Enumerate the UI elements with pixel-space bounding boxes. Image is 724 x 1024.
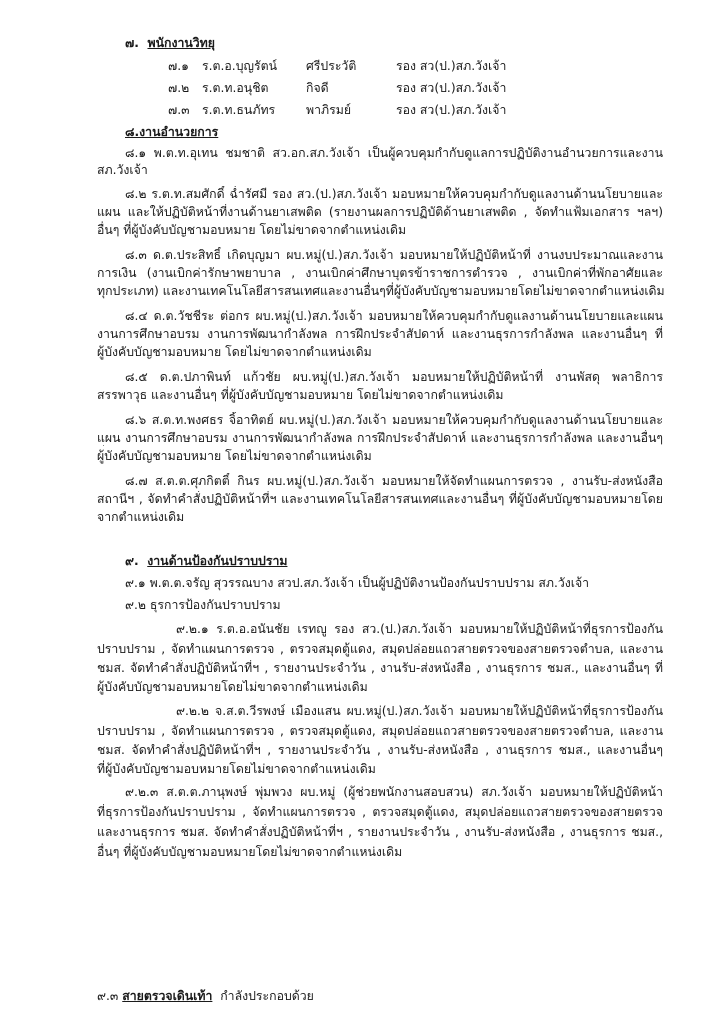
- paragraph-9-2-2-line: ปราบปราม , จัดทำแผนการตรวจ , ตรวจสมุดตู้แดง, สมุดปล่อยแถวสายตรวจของสายตรวจตำบล, และงาน: [97, 724, 663, 738]
- paragraph-8-2-line: ๘.๒ ร.ต.ท.สมศักดิ์ ฉ่ำรัศมี รอง สว.(ป.)สภ.วังเจ้า มอบหมายให้ควบคุมกำกับดูแลงานด้านนโยบายและ: [125, 187, 663, 201]
- paragraph-8-5-line: ๘.๕ ด.ต.ปภาพินท์ แก้วชัย ผบ.หมู่(ป.)สภ.วังเจ้า มอบหมายให้ปฏิบัติหน้าที่ งานพัสดุ พลาธิการ: [125, 370, 663, 384]
- section-7-title: พนักงานวิทยุ: [147, 36, 215, 50]
- section-9-heading: [125, 553, 287, 569]
- paragraph-8-4-line: งานการศึกษาอบรม งานการพัฒนากำลังพล การฝึกประจำสัปดาห์ และงานธุรการกำลังพล และงานอื่นๆ ที่: [97, 327, 663, 341]
- paragraph-9-3-title: สายตรวจเดินเท้า: [122, 989, 213, 1003]
- section-8-heading: ๘.งานอำนวยการ: [125, 125, 219, 139]
- row-surname: กิจดี: [306, 81, 329, 95]
- row-name: ร.ต.ท.อนุชิต: [202, 81, 269, 95]
- row-surname: พาภิรมย์: [306, 103, 352, 117]
- paragraph-9-2-2-line: ๙.๒.๒ จ.ส.ต.วีรพงษ์ เมืองแสน ผบ.หมู่(ป.)สภ.วังเจ้า มอบหมายให้ปฏิบัติหน้าที่ธุรการป้องกัน: [176, 704, 663, 718]
- row-surname: ศรีประวัติ: [306, 59, 357, 73]
- paragraph-9-3-text: กำลังประกอบด้วย: [220, 989, 314, 1003]
- row-position: รอง สว(ป.)สภ.วังเจ้า: [396, 103, 507, 117]
- row-position: รอง สว(ป.)สภ.วังเจ้า: [396, 59, 507, 73]
- paragraph-9-2-1-line: ปราบปราม , จัดทำแผนการตรวจ , ตรวจสมุดตู้แดง, สมุดปล่อยแถวสายตรวจของสายตรวจตำบล, และงาน: [97, 642, 663, 656]
- paragraph-8-4-line: ๘.๔ ด.ต.วัชชีระ ต่อกร ผบ.หมู่(ป.)สภ.วังเจ้า มอบหมายให้ควบคุมกำกับดูแลงานด้านนโยบายและแผน: [125, 309, 663, 323]
- row-name: ร.ต.ท.ธนภัทร: [202, 103, 276, 117]
- paragraph-8-6-line: แผน งานการศึกษาอบรม งานการพัฒนากำลังพล การฝึกประจำสัปดาห์ และงานธุรการกำลังพล และงานอื่นๆ: [97, 431, 663, 445]
- paragraph-8-1-line: สภ.วังเจ้า: [97, 163, 148, 177]
- section-9-number: ๙.: [125, 554, 139, 568]
- paragraph-9-3: [97, 988, 314, 1004]
- paragraph-9-2-3-line: อื่นๆ ที่ผู้บังคับบัญชามอบหมายโดยไม่ขาดจากตำแหน่งเดิม: [97, 845, 403, 859]
- paragraph-8-1-line: ๘.๑ พ.ต.ท.อุเทน ชมชาติ สว.อก.สภ.วังเจ้า เป็นผู้ควบคุมกำกับดูแลการปฏิบัติงานอำนวยการและงาน: [125, 146, 663, 160]
- paragraph-9-1: ๙.๑ พ.ต.ต.จรัญ สุวรรณบาง สวป.สภ.วังเจ้า เป็นผู้ปฏิบัติงานป้องกันปราบปราม สภ.วังเจ้า: [125, 576, 590, 590]
- paragraph-9-2-3-line: ที่ธุรการป้องกันปราบปราม , จัดทำแผนการตรวจ , ตรวจสมุดตู้แดง, สมุดปล่อยแถวสายตรวจของสายตรวจ: [97, 805, 663, 819]
- paragraph-8-7-line: จากตำแหน่งเดิม: [97, 510, 185, 524]
- paragraph-9-2-1-line: ๙.๒.๑ ร.ต.อ.อนันชัย เรทญู รอง สว.(ป.)สภ.วังเจ้า มอบหมายให้ปฏิบัติหน้าที่ธุรการป้องกัน: [176, 622, 663, 636]
- paragraph-8-3-line: การเงิน (งานเบิกค่ารักษาพยาบาล , งานเบิกค่าศึกษาบุตรข้าราชการตำรวจ , งานเบิกค่าที่พักอาศัยและ: [97, 266, 663, 280]
- row-position: รอง สว(ป.)สภ.วังเจ้า: [396, 81, 507, 95]
- paragraph-8-5-line: สรรพาวุธ และงานอื่นๆ ที่ผู้บังคับบัญชามอบหมาย โดยไม่ขาดจากตำแหน่งเดิม: [97, 388, 504, 402]
- row-number: ๗.๓: [168, 103, 190, 117]
- paragraph-8-2-line: อื่นๆ ที่ผู้บังคับบัญชามอบหมาย โดยไม่ขาดจากตำแหน่งเดิม: [97, 223, 407, 237]
- section-7-number: ๗.: [125, 36, 139, 50]
- row-number: ๗.๒: [168, 81, 190, 95]
- paragraph-8-7-line: ๘.๗ ส.ต.ต.ศุภกิตติ์ กินร ผบ.หมู่(ป.)สภ.วังเจ้า มอบหมายให้จัดทำแผนการตรวจ , งานรับ-ส่งหนังสือ: [125, 474, 663, 488]
- paragraph-9-2-3-line: และงานธุรการ ชมส. จัดทำคำสั่งปฏิบัติหน้าที่ฯ , รายงานประจำวัน , งานรับ-ส่งหนังสือ , งานธุรการ ชมส.,: [97, 825, 663, 839]
- paragraph-8-3-line: ๘.๓ ด.ต.ประสิทธิ์ เกิดบุญมา ผบ.หมู่(ป.)สภ.วังเจ้า มอบหมายให้ปฏิบัติหน้าที่ งานงบประมาณและงาน: [125, 248, 663, 262]
- paragraph-9-2-1-line: ผู้บังคับบัญชามอบหมายโดยไม่ขาดจากตำแหน่งเดิม: [97, 680, 368, 694]
- paragraph-9-2: ๙.๒ ธุรการป้องกันปราบปราม: [125, 598, 281, 612]
- paragraph-8-3-line: ทุกประเภท) และงานเทคโนโลยีสารสนเทศและงานอื่นๆที่ผู้บังคับบัญชามอบหมายโดยไม่ขาดจากตำแหน่งเดิม: [97, 284, 665, 298]
- paragraph-8-2-line: แผน และให้ปฏิบัติหน้าที่งานด้านยาเสพติด (รายงานผลการปฏิบัติด้านยาเสพติด , จัดทำแฟ้มเอกสาร ฯลฯ): [97, 205, 663, 219]
- paragraph-9-2-3-line: ๙.๒.๓ ส.ต.ต.ภานุพงษ์ พุ่มพวง ผบ.หมู่ (ผู้ช่วยพนักงานสอบสวน) สภ.วังเจ้า มอบหมายให้ปฏิบัติหน้า: [125, 785, 663, 799]
- section-9-title: งานด้านป้องกันปราบปราม: [147, 554, 288, 568]
- section-7-heading: [125, 35, 215, 51]
- paragraph-8-6-line: ๘.๖ ส.ต.ท.พงศธร จิ้อาทิตย์ ผบ.หมู่(ป.)สภ.วังเจ้า มอบหมายให้ควบคุมกำกับดูแลงานด้านนโยบายและ: [125, 413, 663, 427]
- paragraph-8-6-line: ผู้บังคับบัญชามอบหมาย โดยไม่ขาดจากตำแหน่งเดิม: [97, 449, 372, 463]
- row-name: ร.ต.อ.บุญรัตน์: [202, 59, 277, 73]
- paragraph-9-2-2-line: ที่ผู้บังคับบัญชามอบหมายโดยไม่ขาดจากตำแหน่งเดิม: [97, 762, 376, 776]
- paragraph-9-2-2-line: ชมส. จัดทำคำสั่งปฏิบัติหน้าที่ฯ , รายงานประจำวัน , งานรับ-ส่งหนังสือ , งานธุรการ ชมส., และงานอื่นๆ: [97, 743, 663, 757]
- row-number: ๗.๑: [168, 59, 189, 73]
- paragraph-8-7-line: สถานีฯ , จัดทำคำสั่งปฏิบัติหน้าที่ฯ และงานเทคโนโลยีสารสนเทศและงานอื่นๆ ที่ผู้บังคับบัญชามอบหมายโดย: [97, 492, 663, 506]
- paragraph-9-2-1-line: ชมส. จัดทำคำสั่งปฏิบัติหน้าที่ฯ , รายงานประจำวัน , งานรับ-ส่งหนังสือ , งานธุรการ ชมส., และงานอื่นๆ ที่: [97, 661, 663, 675]
- paragraph-8-4-line: ผู้บังคับบัญชามอบหมาย โดยไม่ขาดจากตำแหน่งเดิม: [97, 345, 372, 359]
- paragraph-9-3-number: ๙.๓: [97, 989, 119, 1003]
